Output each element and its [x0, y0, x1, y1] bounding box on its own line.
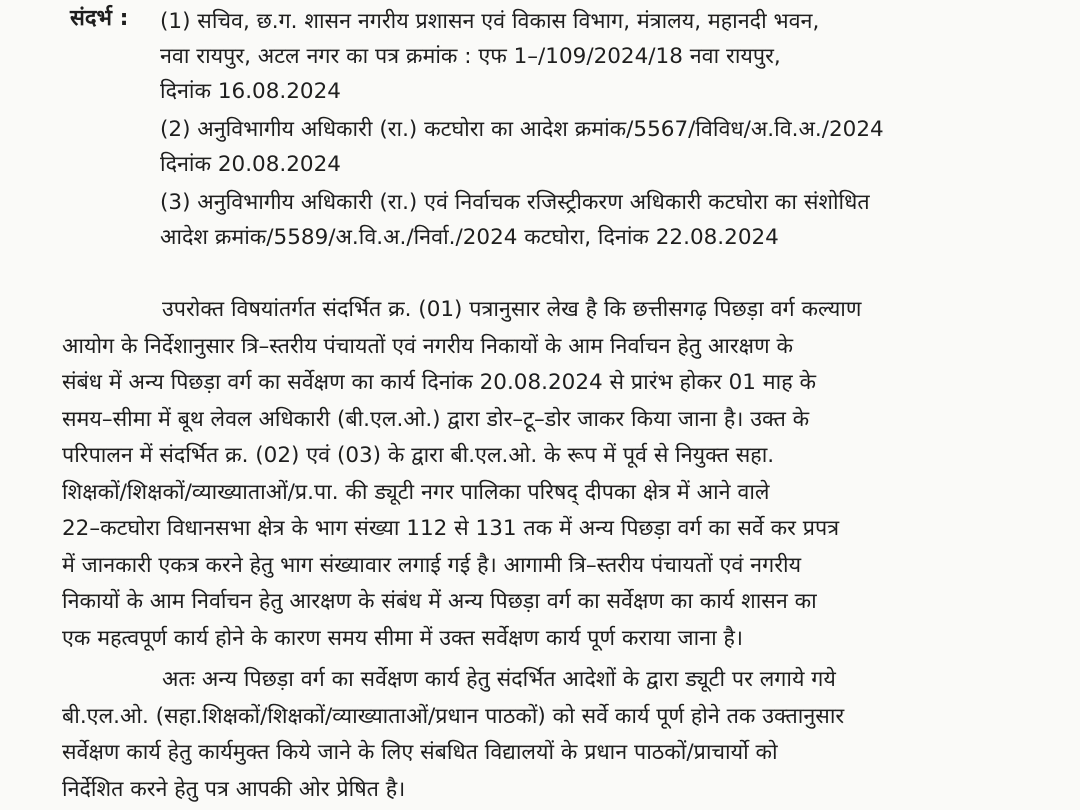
- reference-section: [0, 0, 1080, 270]
- paragraph-1-line: में जानकारी एकत्र करने हेतु भाग संख्यावार लगाई गई है। आगामी त्रि–स्तरीय पंचायतों एवं नगरीय: [62, 552, 802, 578]
- reference-list: [160, 4, 1045, 258]
- reference-2-line-1: (2) अनुविभागीय अधिकारी (रा.) कटघोरा का आदेश क्रमांक/5567/विविध/अ.वि.अ./2024: [160, 117, 884, 142]
- reference-1-line-3: दिनांक 16.08.2024: [160, 79, 341, 104]
- paragraph-1-line: एक महत्वपूर्ण कार्य होने के कारण समय सीमा में उक्त सर्वेक्षण कार्य पूर्ण कराया जाना है।: [62, 625, 744, 651]
- paragraph-1-line: आयोग के निर्देशानुसार त्रि–स्तरीय पंचायतों एवं नगरीय निकायों के आम निर्वाचन हेतु आरक्षण के: [62, 333, 793, 359]
- reference-2-line-2: दिनांक 20.08.2024: [160, 152, 341, 177]
- paragraph-1-line: समय–सीमा में बूथ लेवल अधिकारी (बी.एल.ओ.) द्वारा डोर–टू–डोर जाकर किया जाना है। उक्त के: [62, 406, 810, 432]
- body-paragraph-1: [62, 292, 1047, 657]
- reference-item-3: [160, 185, 1045, 255]
- reference-3-line-2: आदेश क्रमांक/5589/अ.वि.अ./निर्वा./2024 कटघोरा, दिनांक 22.08.2024: [160, 225, 779, 250]
- paragraph-2-line: निर्देशित करने हेतु पत्र आपकी ओर प्रेषित है।: [62, 776, 406, 802]
- paragraph-1-line: 22–कटघोरा विधानसभा क्षेत्र के भाग संख्या 112 से 131 तक में अन्य पिछड़ा वर्ग का सर्वे कर प्रपत्र: [62, 516, 840, 541]
- paragraph-2-line: बी.एल.ओ. (सहा.शिक्षकों/शिक्षकों/व्याख्याताओं/प्रधान पाठकों) को सर्वे कार्य पूर्ण होने तक उक्तानुसार: [62, 703, 845, 729]
- reference-label: संदर्भ :: [70, 6, 129, 31]
- reference-1-line-2: नवा रायपुर, अटल नगर का पत्र क्रमांक : एफ 1–/109/2024/18 नवा रायपुर,: [160, 44, 781, 69]
- paragraph-1-line: संबंध में अन्य पिछड़ा वर्ग का सर्वेक्षण का कार्य दिनांक 20.08.2024 से प्रारंभ होकर 01 माह के: [62, 370, 816, 395]
- paragraph-1-line: शिक्षकों/शिक्षकों/व्याख्याताओं/प्र.पा. की ड्यूटी नगर पालिका परिषद् दीपका क्षेत्र में आने वाले: [62, 479, 770, 505]
- reference-3-line-1: (3) अनुविभागीय अधिकारी (रा.) एवं निर्वाचक रजिस्ट्रीकरण अधिकारी कटघोरा का संशोधित: [160, 190, 870, 215]
- paragraph-2-line: अतः अन्य पिछड़ा वर्ग का सर्वेक्षण कार्य हेतु संदर्भित आदेशों के द्वारा ड्यूटी पर लगाये गये: [162, 667, 836, 692]
- body-paragraph-2: [62, 662, 1047, 808]
- paragraph-1-line: निकायों के आम निर्वाचन हेतु आरक्षण के संबंध में अन्य पिछड़ा वर्ग का सर्वेक्षण का कार्य शासन का: [62, 589, 817, 614]
- reference-item-1: [160, 4, 1045, 109]
- reference-item-2: [160, 112, 1045, 182]
- paragraph-1-line: उपरोक्त विषयांतर्गत संदर्भित क्र. (01) पत्रानुसार लेख है कि छत्तीसगढ़ पिछड़ा वर्ग कल्याण: [162, 297, 862, 322]
- paragraph-1-line: परिपालन में संदर्भित क्र. (02) एवं (03) के द्वारा बी.एल.ओ. के रूप में पूर्व से नियुक्त सहा.: [62, 443, 775, 468]
- reference-1-line-1: (1) सचिव, छ.ग. शासन नगरीय प्रशासन एवं विकास विभाग, मंत्रालय, महानदी भवन,: [160, 9, 820, 34]
- paragraph-2-line: सर्वेक्षण कार्य हेतु कार्यमुक्त किये जाने के लिए संबधित विद्यालयों के प्रधान पाठकों/प्राचार्यो को: [62, 740, 778, 765]
